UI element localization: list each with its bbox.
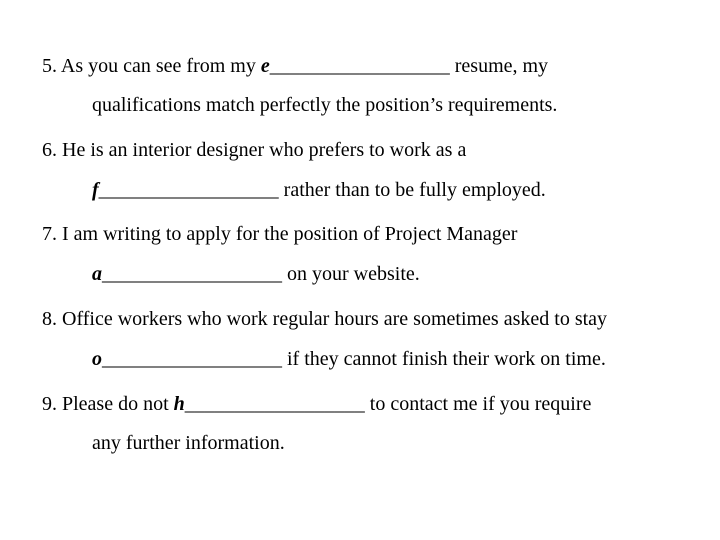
- item-6-prompt: 6. He is an interior designer who prefers to work as a: [42, 139, 467, 161]
- item-8-initial-letter: o: [92, 348, 102, 370]
- item-5-ending: qualifications match perfectly the position’s requirements.: [92, 94, 558, 116]
- item-6-continuation: rather than to be fully employed.: [278, 179, 546, 201]
- item-9-ending: any further information.: [92, 432, 285, 454]
- item-9-continuation: to contact me if you require: [364, 393, 592, 415]
- item-5-continuation: resume, my: [449, 55, 549, 77]
- item-7-prompt: 7. I am writing to apply for the position of Project Manager: [42, 223, 518, 245]
- item-5-line-2: [92, 93, 557, 117]
- item-9-line-2: [92, 431, 285, 455]
- item-7-line-1: [42, 222, 517, 246]
- item-7-continuation: on your website.: [282, 263, 420, 285]
- item-9-initial-letter: h: [173, 393, 185, 415]
- item-8-blank: __________________: [102, 348, 282, 370]
- item-7-initial-letter: a: [92, 263, 102, 285]
- item-8-prompt: 8. Office workers who work regular hours are sometimes asked to stay: [42, 308, 608, 330]
- item-6-line-1: [42, 138, 466, 162]
- item-8-line-2: [92, 347, 606, 371]
- item-8-line-1: [42, 307, 607, 331]
- item-6-blank: __________________: [98, 179, 279, 201]
- item-5-initial-letter: e: [260, 55, 270, 77]
- item-5-blank: __________________: [269, 55, 450, 77]
- item-9-blank: __________________: [184, 393, 365, 415]
- item-5-prompt: 5. As you can see from my: [42, 55, 261, 77]
- item-9-prompt: 9. Please do not: [42, 393, 174, 415]
- item-6-line-2: [92, 178, 546, 202]
- item-7-blank: __________________: [102, 263, 282, 285]
- item-9-line-1: [42, 392, 591, 416]
- item-8-continuation: if they cannot finish their work on time.: [282, 348, 606, 370]
- item-5-line-1: [42, 54, 548, 78]
- item-6-initial-letter: f: [92, 179, 99, 201]
- item-7-line-2: [92, 262, 420, 286]
